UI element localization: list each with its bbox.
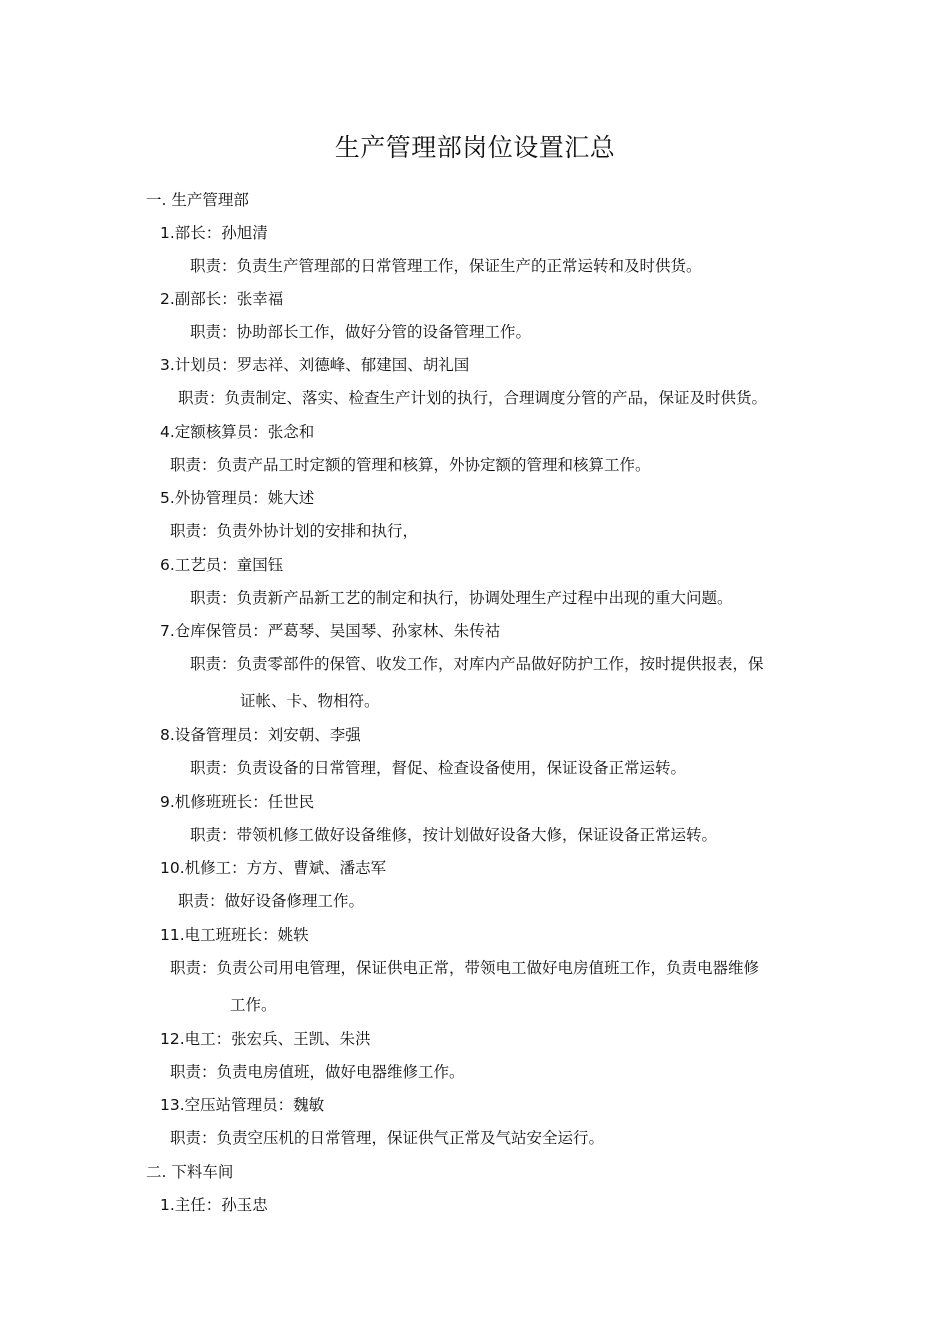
position-head: 11.电工班班长：姚轶 bbox=[160, 926, 309, 944]
position-duty: 职责：负责制定、落实、检查生产计划的执行，合理调度分管的产品，保证及时供货。 bbox=[178, 389, 768, 407]
position-duty: 职责：负责电房值班，做好电器维修工作。 bbox=[170, 1063, 465, 1081]
position-head: 3.计划员：罗志祥、刘德峰、郁建国、胡礼国 bbox=[160, 356, 470, 374]
position-head: 1.主任：孙玉忠 bbox=[160, 1196, 268, 1214]
position-head: 2.副部长：张幸福 bbox=[160, 290, 284, 308]
position-duty: 职责：负责公司用电管理，保证供电正常，带领电工做好电房值班工作，负责电器维修 bbox=[170, 959, 760, 977]
position-head: 5.外协管理员：姚大述 bbox=[160, 489, 315, 507]
position-head: 10.机修工：方方、曹斌、潘志军 bbox=[160, 859, 387, 877]
position-head: 6.工艺员：童国钰 bbox=[160, 556, 284, 574]
section-heading: 一. 生产管理部 bbox=[146, 191, 249, 209]
position-head: 9.机修班班长：任世民 bbox=[160, 793, 315, 811]
position-duty: 职责：负责外协计划的安排和执行， bbox=[170, 522, 419, 540]
section-heading: 二. 下料车间 bbox=[146, 1163, 234, 1181]
position-head: 1.部长：孙旭清 bbox=[160, 224, 268, 242]
position-duty: 职责：带领机修工做好设备维修，按计划做好设备大修，保证设备正常运转。 bbox=[190, 826, 718, 844]
position-duty: 职责：做好设备修理工作。 bbox=[178, 892, 365, 910]
position-duty-continued: 证帐、卡、物相符。 bbox=[240, 692, 380, 710]
position-head: 12.电工：张宏兵、王凯、朱洪 bbox=[160, 1030, 371, 1048]
position-duty: 职责：负责空压机的日常管理，保证供气正常及气站安全运行。 bbox=[170, 1129, 605, 1147]
position-duty: 职责：协助部长工作，做好分管的设备管理工作。 bbox=[190, 323, 532, 341]
position-duty: 职责：负责设备的日常管理，督促、检查设备使用，保证设备正常运转。 bbox=[190, 759, 687, 777]
position-head: 8.设备管理员：刘安朝、李强 bbox=[160, 726, 361, 744]
position-duty: 职责：负责零部件的保管、收发工作，对库内产品做好防护工作，按时提供报表，保 bbox=[190, 655, 764, 673]
position-duty: 职责：负责生产管理部的日常管理工作，保证生产的正常运转和及时供货。 bbox=[190, 257, 702, 275]
position-head: 13.空压站管理员：魏敏 bbox=[160, 1096, 325, 1114]
position-duty: 职责：负责产品工时定额的管理和核算，外协定额的管理和核算工作。 bbox=[170, 456, 651, 474]
position-duty: 职责：负责新产品新工艺的制定和执行，协调处理生产过程中出现的重大问题。 bbox=[190, 589, 733, 607]
page-title: 生产管理部岗位设置汇总 bbox=[334, 133, 616, 162]
position-duty-continued: 工作。 bbox=[230, 996, 277, 1014]
position-head: 7.仓库保管员：严葛琴、吴国琴、孙家林、朱传祜 bbox=[160, 622, 501, 640]
position-head: 4.定额核算员：张念和 bbox=[160, 423, 315, 441]
